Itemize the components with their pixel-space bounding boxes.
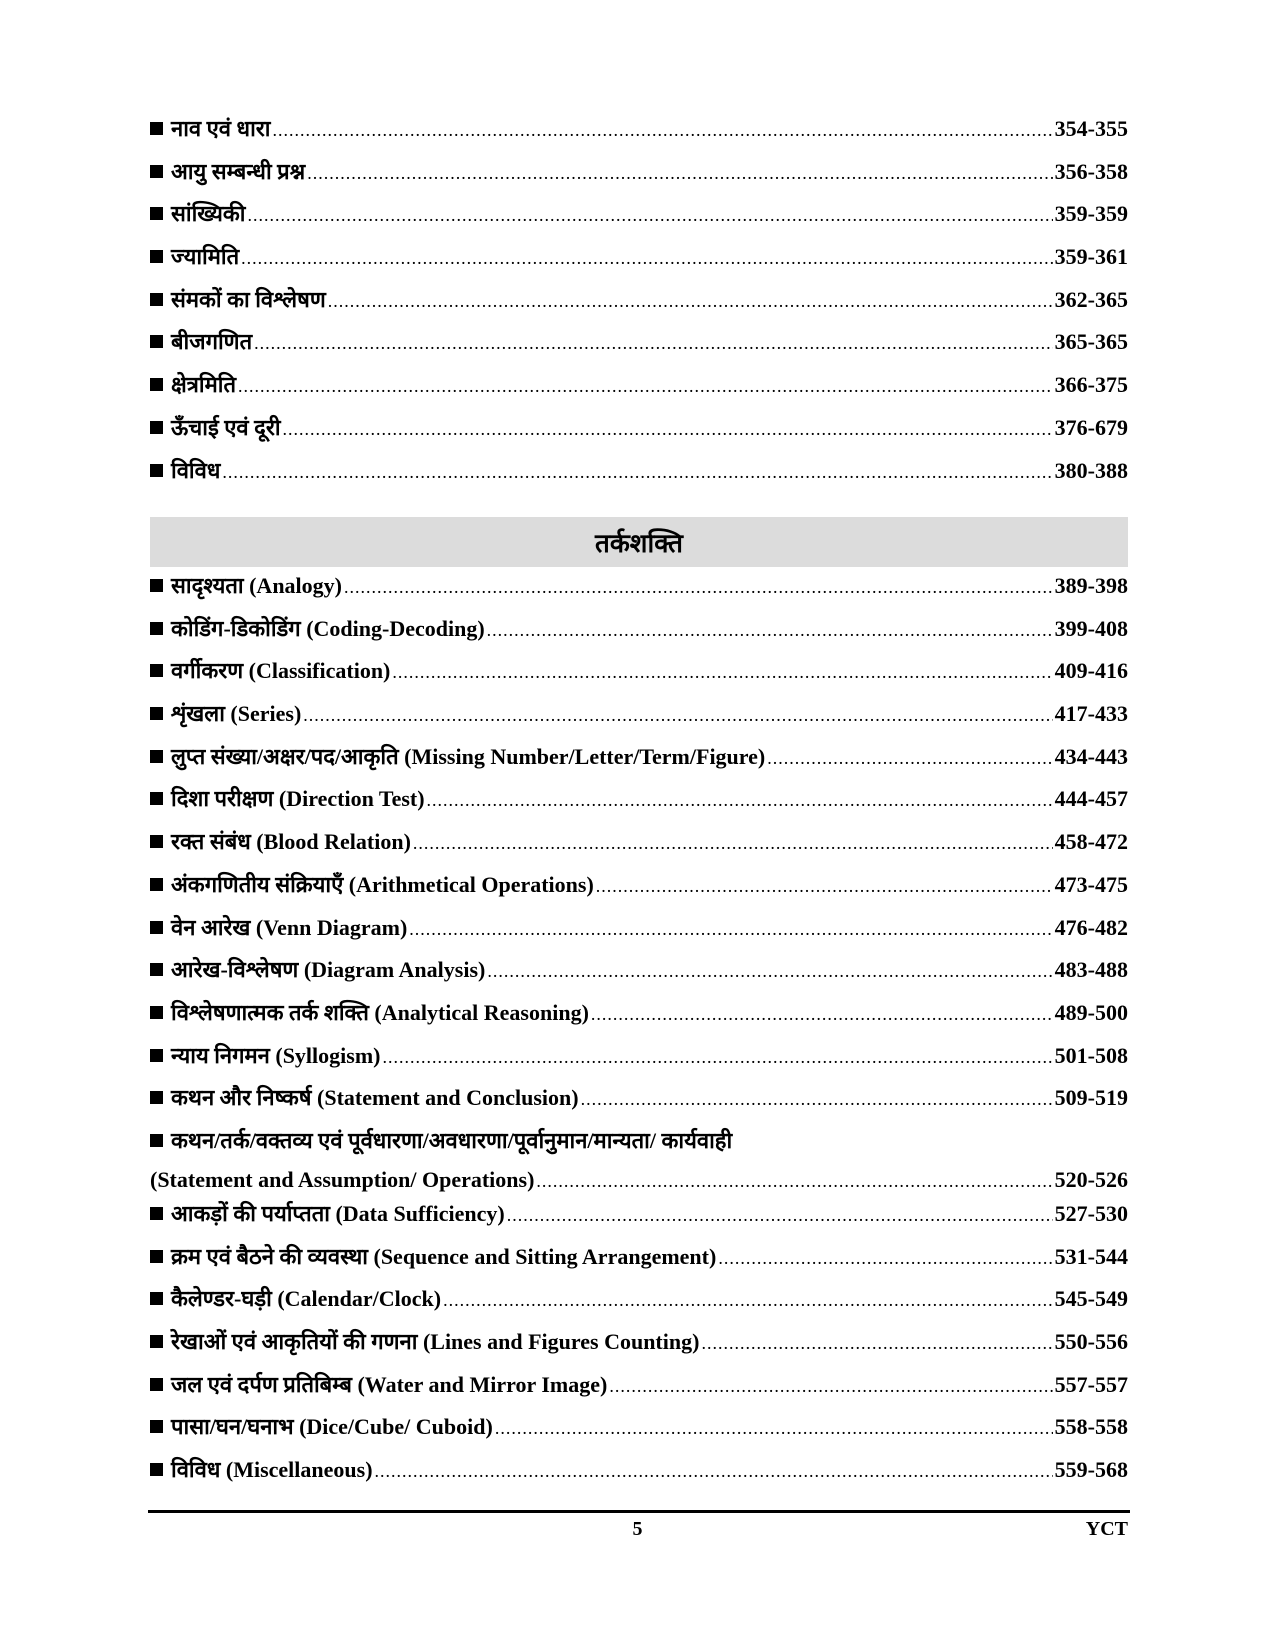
leader-dots xyxy=(382,1047,1052,1068)
leader-dots xyxy=(409,919,1052,940)
toc-entry-label: सांख्यिकी xyxy=(171,201,246,227)
toc-entry-label: आकड़ों की पर्याप्तता (Data Sufficiency) xyxy=(171,1201,505,1226)
bullet-icon xyxy=(150,1207,163,1220)
bullet-icon xyxy=(150,1378,163,1391)
toc-entry-pages: 557-557 xyxy=(1054,1371,1128,1397)
toc-entry-pages: 409-416 xyxy=(1054,658,1128,684)
toc-entry xyxy=(150,954,1128,997)
toc-entry-pages: 399-408 xyxy=(1054,615,1128,641)
toc-entry-pages: 359-361 xyxy=(1054,244,1128,270)
toc-entry-label: रक्त संबंध (Blood Relation) xyxy=(171,829,411,855)
bullet-icon xyxy=(150,421,163,434)
bullet-icon xyxy=(150,1049,163,1062)
toc-entry-label: शृंखला (Series) xyxy=(171,701,302,727)
bullet-icon xyxy=(150,1091,163,1104)
bullet-icon xyxy=(150,750,163,763)
toc-wrapped-entry xyxy=(150,1125,1128,1210)
bullet-icon xyxy=(150,165,163,178)
toc-entry xyxy=(150,326,1128,369)
bullet-icon xyxy=(150,835,163,848)
toc-entry-label: सादृश्यता (Analogy) xyxy=(171,573,342,598)
toc-entry-pages: 444-457 xyxy=(1054,786,1128,812)
toc-entry-pages: 483-488 xyxy=(1054,957,1128,983)
leader-dots xyxy=(241,248,1053,269)
toc-entry xyxy=(150,1411,1128,1454)
toc-entry-label: विविध xyxy=(171,457,221,483)
leader-dots xyxy=(487,620,1053,641)
toc-entry xyxy=(150,284,1128,327)
toc-entry-label: विश्लेषणात्मक तर्क शक्ति (Analytical Reasoning) xyxy=(171,999,589,1025)
bullet-icon xyxy=(150,963,163,976)
footer-divider xyxy=(148,1510,1130,1513)
leader-dots xyxy=(427,790,1053,811)
leader-dots xyxy=(413,833,1053,854)
bullet-icon xyxy=(150,664,163,677)
leader-dots xyxy=(507,1205,1053,1226)
toc-entry xyxy=(150,369,1128,412)
leader-dots xyxy=(596,876,1053,897)
toc-entry xyxy=(150,113,1128,156)
toc-entry xyxy=(150,826,1128,869)
toc-entry-pages: 473-475 xyxy=(1054,871,1128,897)
leader-dots xyxy=(283,419,1053,440)
leader-dots xyxy=(609,1376,1052,1397)
bullet-icon xyxy=(150,579,163,592)
leader-dots xyxy=(222,462,1052,483)
bullet-icon xyxy=(150,1463,163,1476)
toc-entry-pages: 458-472 xyxy=(1054,829,1128,855)
bullet-icon xyxy=(150,792,163,805)
toc-list-reasoning xyxy=(150,570,1128,1125)
bullet-icon xyxy=(150,122,163,135)
toc-entry xyxy=(150,613,1128,656)
toc-entry-pages: 558-558 xyxy=(1054,1414,1128,1440)
toc-entry-label: विविध (Miscellaneous) xyxy=(171,1457,373,1483)
toc-entry-label: कथन और निष्कर्ष (Statement and Conclusion) xyxy=(171,1085,579,1111)
toc-entry-pages: 434-443 xyxy=(1054,743,1128,769)
leader-dots xyxy=(487,961,1052,982)
toc-entry-pages: 550-556 xyxy=(1054,1329,1128,1355)
toc-entry-label: क्षेत्रमिति xyxy=(171,372,237,398)
toc-entry-label: जल एवं दर्पण प्रतिबिम्ब (Water and Mirror Image) xyxy=(171,1371,608,1397)
toc-entry-label: दिशा परीक्षण (Direction Test) xyxy=(171,786,425,812)
toc-entry-label: नाव एवं धारा xyxy=(171,116,271,141)
toc-entry-label: बीजगणित xyxy=(171,329,253,355)
toc-entry-pages: 417-433 xyxy=(1054,701,1128,727)
toc-entry xyxy=(150,1082,1128,1125)
toc-entry xyxy=(150,412,1128,455)
toc-entry-label: लुप्त संख्या/अक्षर/पद/आकृति (Missing Number/Letter/Term/Figure) xyxy=(171,743,766,769)
toc-entry-label: ऊँचाई एवं दूरी xyxy=(171,414,281,440)
toc-entry-pages: 559-568 xyxy=(1054,1457,1128,1483)
toc-entry-pages: 501-508 xyxy=(1054,1042,1128,1068)
bullet-icon xyxy=(150,250,163,263)
toc-entry xyxy=(150,1454,1128,1497)
leader-dots xyxy=(303,705,1052,726)
toc-entry-label: ज्यामिति xyxy=(171,244,240,270)
toc-entry xyxy=(150,1283,1128,1326)
toc-entry xyxy=(150,1198,1128,1241)
toc-entry xyxy=(150,1369,1128,1412)
leader-dots xyxy=(536,1171,1052,1192)
leader-dots xyxy=(718,1248,1052,1269)
bullet-icon xyxy=(150,622,163,635)
page-number: 5 xyxy=(632,1518,643,1540)
toc-entry xyxy=(150,198,1128,241)
publisher-brand: YCT xyxy=(1085,1518,1128,1540)
toc-entry-label: न्याय निगमन (Syllogism) xyxy=(171,1042,381,1068)
toc-entry-pages: 476-482 xyxy=(1054,914,1128,940)
leader-dots xyxy=(344,577,1053,598)
toc-entry-pages: 489-500 xyxy=(1054,999,1128,1025)
toc-entry xyxy=(150,1326,1128,1369)
bullet-icon xyxy=(150,1006,163,1019)
leader-dots xyxy=(272,120,1052,141)
toc-entry-pages: 380-388 xyxy=(1054,457,1128,483)
toc-entry-label: कोडिंग-डिकोडिंग (Coding-Decoding) xyxy=(171,615,485,641)
toc-entry-pages: 356-358 xyxy=(1054,158,1128,184)
bullet-icon xyxy=(150,1335,163,1348)
toc-entry-label: कैलेण्डर-घड़ी (Calendar/Clock) xyxy=(171,1286,442,1312)
bullet-icon xyxy=(150,464,163,477)
toc-entry-label: पासा/घन/घनाभ (Dice/Cube/ Cuboid) xyxy=(171,1414,493,1440)
leader-dots xyxy=(581,1089,1053,1110)
toc-entry-label: कथन/तर्क/वक्तव्य एवं पूर्वधारणा/अवधारणा/पूर्वानुमान/मान्यता/ कार्यवाही xyxy=(171,1128,733,1153)
toc-entry xyxy=(150,455,1128,498)
toc-entry-line1 xyxy=(150,1125,1128,1167)
bullet-icon xyxy=(150,707,163,720)
bullet-icon xyxy=(150,207,163,220)
toc-entry-pages: 509-519 xyxy=(1054,1085,1128,1111)
leader-dots xyxy=(375,1461,1053,1482)
bullet-icon xyxy=(150,878,163,891)
toc-entry xyxy=(150,655,1128,698)
toc-entry xyxy=(150,912,1128,955)
toc-entry-pages: 365-365 xyxy=(1054,329,1128,355)
toc-list-reasoning-continued xyxy=(150,1198,1128,1497)
leader-dots xyxy=(328,291,1053,312)
toc-entry-label: आरेख-विश्लेषण (Diagram Analysis) xyxy=(171,957,486,983)
toc-entry-pages: 359-359 xyxy=(1054,201,1128,227)
leader-dots xyxy=(767,748,1052,769)
leader-dots xyxy=(238,376,1053,397)
toc-entry-pages: 520-526 xyxy=(1054,1167,1128,1192)
leader-dots xyxy=(701,1333,1052,1354)
bullet-icon xyxy=(150,1250,163,1263)
leader-dots xyxy=(495,1418,1053,1439)
toc-entry-pages: 545-549 xyxy=(1054,1286,1128,1312)
section-header xyxy=(150,517,1128,567)
bullet-icon xyxy=(150,921,163,934)
toc-entry-label: वेन आरेख (Venn Diagram) xyxy=(171,914,408,940)
toc-entry-pages: 527-530 xyxy=(1054,1201,1128,1226)
toc-entry xyxy=(150,997,1128,1040)
toc-entry xyxy=(150,570,1128,613)
leader-dots xyxy=(307,163,1052,184)
toc-entry xyxy=(150,698,1128,741)
toc-entry-pages: 376-679 xyxy=(1054,414,1128,440)
toc-list-math xyxy=(150,113,1128,497)
toc-entry-label: अंकगणितीय संक्रियाएँ (Arithmetical Operations) xyxy=(171,871,594,897)
leader-dots xyxy=(254,333,1053,354)
bullet-icon xyxy=(150,1420,163,1433)
toc-entry-label: (Statement and Assumption/ Operations) xyxy=(150,1167,535,1192)
toc-entry-label: संमकों का विश्लेषण xyxy=(171,286,326,312)
bullet-icon xyxy=(150,378,163,391)
bullet-icon xyxy=(150,293,163,306)
toc-entry-pages: 389-398 xyxy=(1054,573,1128,598)
section-title: तर्कशक्ति xyxy=(595,529,683,558)
toc-entry-pages: 362-365 xyxy=(1054,286,1128,312)
toc-entry xyxy=(150,1040,1128,1083)
toc-entry xyxy=(150,741,1128,784)
leader-dots xyxy=(392,662,1052,683)
leader-dots xyxy=(248,205,1053,226)
toc-entry-pages: 531-544 xyxy=(1054,1243,1128,1269)
bullet-icon xyxy=(150,1292,163,1305)
toc-entry-label: रेखाओं एवं आकृतियों की गणना (Lines and Figures Counting) xyxy=(171,1329,700,1355)
toc-entry xyxy=(150,156,1128,199)
toc-entry-label: क्रम एवं बैठने की व्यवस्था (Sequence and Sitting Arrangement) xyxy=(171,1243,717,1269)
toc-entry-pages: 354-355 xyxy=(1054,116,1128,141)
toc-entry xyxy=(150,783,1128,826)
toc-entry xyxy=(150,1241,1128,1284)
toc-entry-label: आयु सम्बन्धी प्रश्न xyxy=(171,158,306,184)
toc-entry-pages: 366-375 xyxy=(1054,372,1128,398)
toc-entry xyxy=(150,241,1128,284)
toc-entry xyxy=(150,869,1128,912)
bullet-icon xyxy=(150,335,163,348)
leader-dots xyxy=(591,1004,1053,1025)
bullet-icon xyxy=(150,1134,163,1147)
toc-entry-label: वर्गीकरण (Classification) xyxy=(171,658,391,684)
leader-dots xyxy=(443,1290,1053,1311)
